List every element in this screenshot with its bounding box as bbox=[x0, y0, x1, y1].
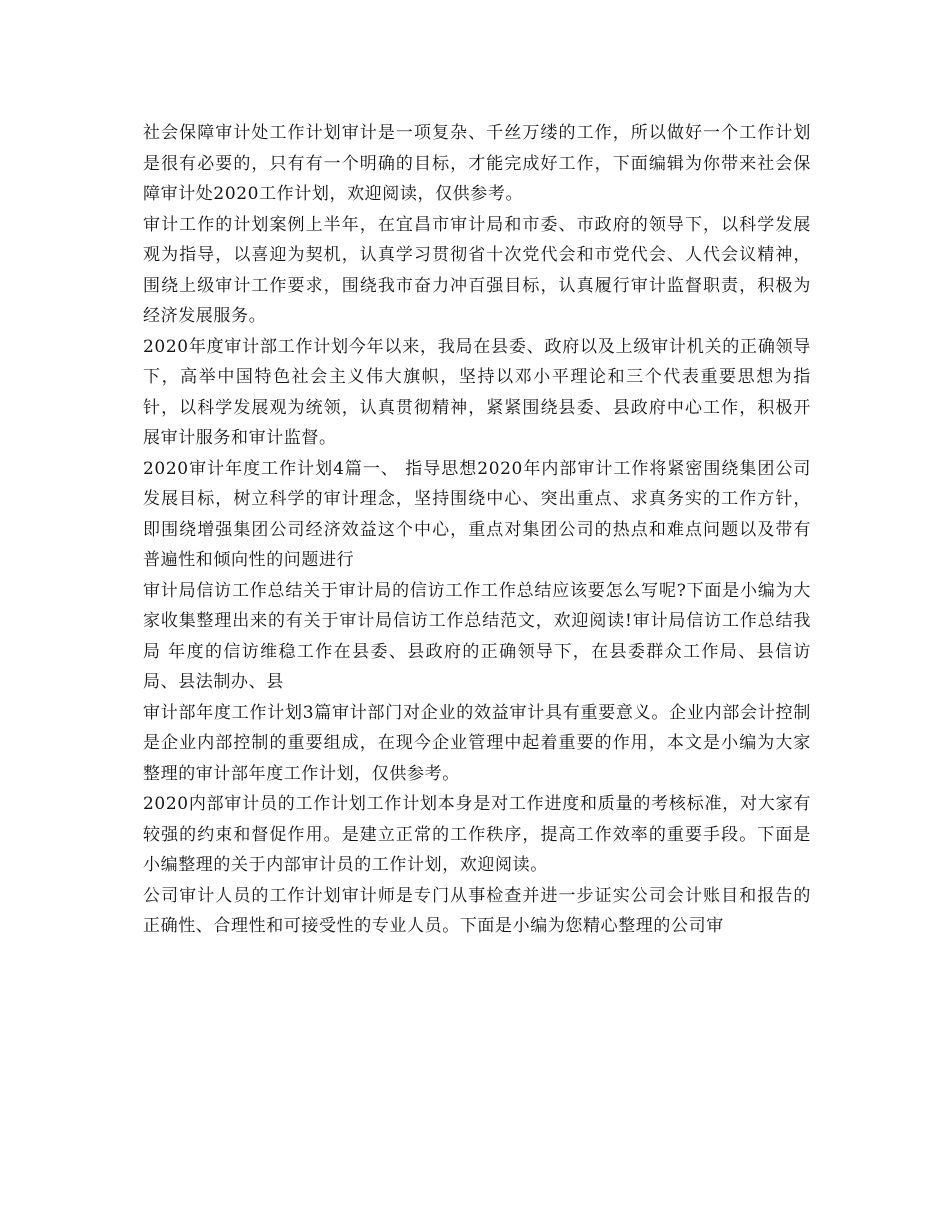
paragraph-5: 审计局信访工作总结关于审计局的信访工作工作总结应该要怎么写呢?下面是小编为大家收集整理出来的有关于审计局信访工作总结范文，欢迎阅读!审计局信访工作总结我局 年度的信访维稳工作在县委、县政府的正确领导下，在县委群众工作局、县信访局、县法制办、县 bbox=[143, 580, 811, 692]
paragraph-3: 2020年度审计部工作计划今年以来，我局在县委、政府以及上级审计机关的正确领导下，高举中国特色社会主义伟大旗帜，坚持以邓小平理论和三个代表重要思想为指针，以科学发展观为统领，认真贯彻精神，紧紧围绕县委、县政府中心工作，积极开展审计服务和审计监督。 bbox=[143, 336, 811, 448]
document-body bbox=[143, 118, 811, 942]
paragraph-6: 审计部年度工作计划3篇审计部门对企业的效益审计具有重要意义。企业内部会计控制是企业内部控制的重要组成，在现今企业管理中起着重要的作用，本文是小编为大家整理的审计部年度工作计划，仅供参考。 bbox=[143, 702, 811, 784]
paragraph-4: 2020审计年度工作计划4篇一、 指导思想2020年内部审计工作将紧密围绕集团公司发展目标，树立科学的审计理念，坚持围绕中心、突出重点、求真务实的工作方针，即围绕增强集团公司经济效益这个中心，重点对集团公司的热点和难点问题以及带有普遍性和倾向性的问题进行 bbox=[143, 458, 811, 570]
paragraph-2: 审计工作的计划案例上半年，在宜昌市审计局和市委、市政府的领导下，以科学发展观为指导，以喜迎为契机，认真学习贯彻省十次党代会和市党代会、人代会议精神，围绕上级审计工作要求，围绕我市奋力冲百强目标，认真履行审计监督职责，积极为经济发展服务。 bbox=[143, 214, 811, 326]
paragraph-1: 社会保障审计处工作计划审计是一项复杂、千丝万缕的工作，所以做好一个工作计划是很有必要的，只有有一个明确的目标，才能完成好工作，下面编辑为你带来社会保障审计处2020工作计划，欢迎阅读，仅供参考。 bbox=[143, 123, 811, 204]
paragraph-7: 2020内部审计员的工作计划工作计划本身是对工作进度和质量的考核标准，对大家有较强的约束和督促作用。是建立正常的工作秩序，提高工作效率的重要手段。下面是小编整理的关于内部审计员的工作计划，欢迎阅读。 bbox=[143, 794, 811, 875]
paragraph-8: 公司审计人员的工作计划审计师是专门从事检查并进一步证实公司会计账目和报告的正确性、合理性和可接受性的专业人员。下面是小编为您精心整理的公司审 bbox=[143, 885, 811, 936]
